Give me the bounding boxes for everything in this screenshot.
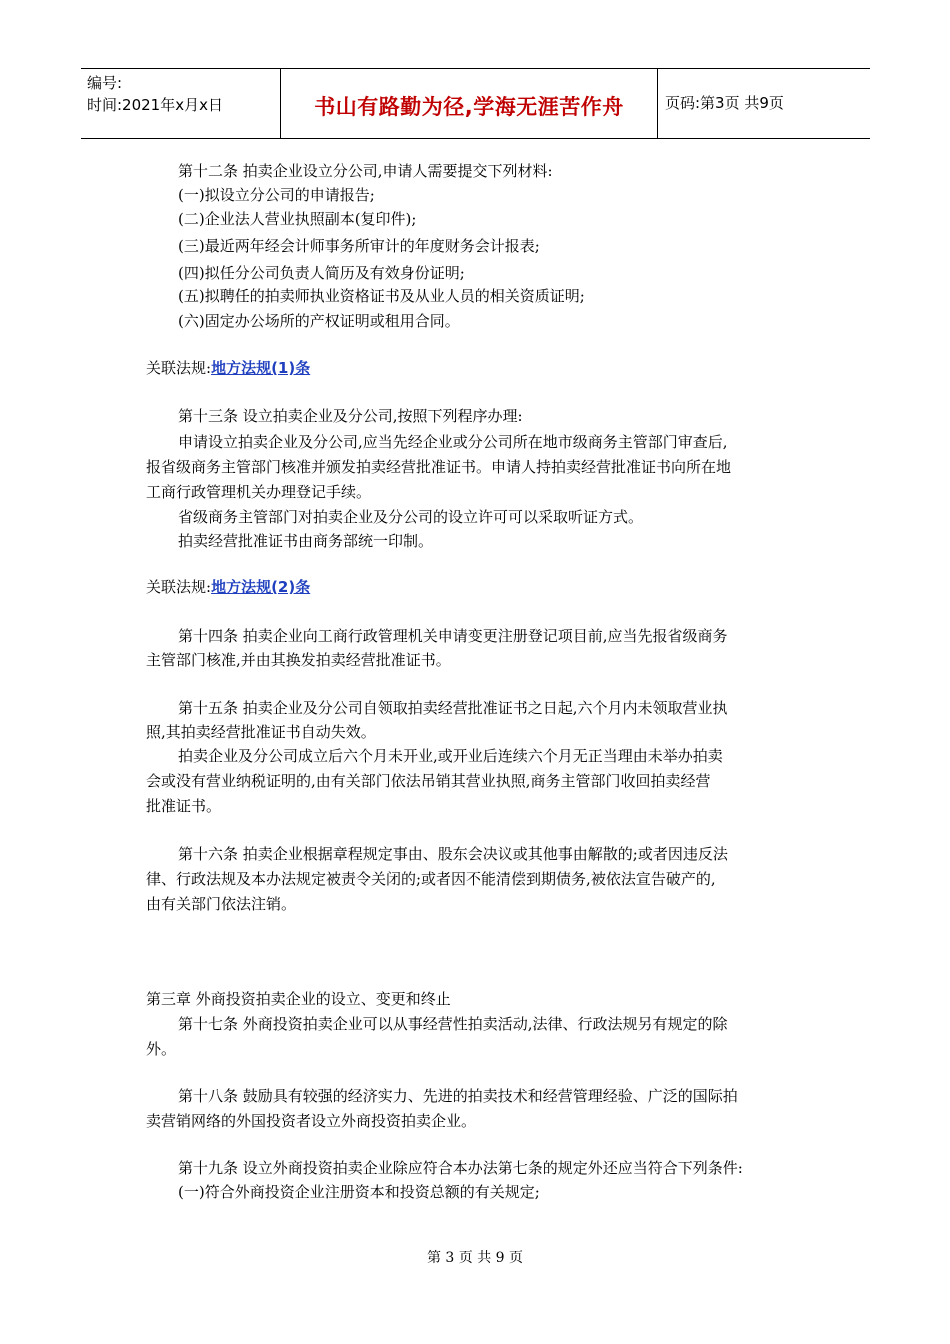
list-item: (五)拟聘任的拍卖师执业资格证书及从业人员的相关资质证明;: [178, 287, 585, 305]
article-12-title: 第十二条 拍卖企业设立分公司,申请人需要提交下列材料:: [178, 162, 553, 180]
header-page-number: 页码:第3页 共9页: [665, 94, 784, 112]
paragraph-line: 省级商务主管部门对拍卖企业及分公司的设立许可可以采取听证方式。: [178, 508, 644, 526]
list-item: (四)拟任分公司负责人简历及有效身份证明;: [178, 264, 465, 282]
list-item: (六)固定办公场所的产权证明或租用合同。: [178, 312, 460, 330]
paragraph-line: 卖营销网络的外国投资者设立外商投资拍卖企业。: [146, 1112, 477, 1130]
article-18: 第十八条 鼓励具有较强的经济实力、先进的拍卖技术和经营管理经验、广泛的国际拍: [178, 1087, 738, 1105]
paragraph-line: 律、行政法规及本办法规定被责令关闭的;或者因不能清偿到期债务,被依法宣告破产的,: [146, 870, 716, 888]
header-divider: [657, 69, 658, 138]
header-meta: [87, 72, 223, 116]
article-17: 第十七条 外商投资拍卖企业可以从事经营性拍卖活动,法律、行政法规另有规定的除: [178, 1015, 728, 1033]
paragraph-line: 申请设立拍卖企业及分公司,应当先经企业或分公司所在地市级商务主管部门审查后,: [178, 433, 728, 451]
article-16: 第十六条 拍卖企业根据章程规定事由、股东会决议或其他事由解散的;或者因违反法: [178, 845, 728, 863]
paragraph-line: 会或没有营业纳税证明的,由有关部门依法吊销其营业执照,商务主管部门收回拍卖经营: [146, 772, 711, 790]
related-laws-label: 关联法规:: [146, 359, 212, 377]
paragraph-line: 照,其拍卖经营批准证书自动失效。: [146, 723, 376, 741]
related-law-link-1[interactable]: 地方法规(1)条: [211, 359, 311, 377]
page-footer: 第 3 页 共 9 页: [426, 1250, 524, 1266]
related-laws-2: [146, 576, 310, 598]
paragraph-line: 工商行政管理机关办理登记手续。: [146, 483, 372, 501]
chapter-3-heading: 第三章 外商投资拍卖企业的设立、变更和终止: [146, 990, 451, 1008]
date-label: 时间:2021年x月x日: [87, 96, 223, 114]
related-law-link-2[interactable]: 地方法规(2)条: [211, 578, 311, 596]
related-laws-1: [146, 357, 310, 379]
list-item: (一)拟设立分公司的申请报告;: [178, 186, 375, 204]
paragraph-line: 批准证书。: [146, 797, 222, 815]
list-item: (一)符合外商投资企业注册资本和投资总额的有关规定;: [178, 1183, 540, 1201]
paragraph-line: 外。: [146, 1040, 177, 1058]
article-19: 第十九条 设立外商投资拍卖企业除应符合本办法第七条的规定外还应当符合下列条件:: [178, 1159, 743, 1177]
related-laws-label: 关联法规:: [146, 578, 212, 596]
list-item: (二)企业法人营业执照副本(复印件);: [178, 210, 417, 228]
paragraph-line: 报省级商务主管部门核准并颁发拍卖经营批准证书。申请人持拍卖经营批准证书向所在地: [146, 458, 732, 476]
article-15: 第十五条 拍卖企业及分公司自领取拍卖经营批准证书之日起,六个月内未领取营业执: [178, 699, 728, 717]
article-13-title: 第十三条 设立拍卖企业及分公司,按照下列程序办理:: [178, 407, 523, 425]
number-label: 编号:: [87, 74, 123, 92]
list-item: (三)最近两年经会计师事务所审计的年度财务会计报表;: [178, 237, 540, 255]
paragraph-line: 拍卖企业及分公司成立后六个月未开业,或开业后连续六个月无正当理由未举办拍卖: [178, 747, 723, 765]
paragraph-line: 由有关部门依法注销。: [146, 895, 297, 913]
article-14: 第十四条 拍卖企业向工商行政管理机关申请变更注册登记项目前,应当先报省级商务: [178, 627, 728, 645]
document-header: [81, 68, 870, 139]
paragraph-line: 拍卖经营批准证书由商务部统一印制。: [178, 532, 434, 550]
header-motto: 书山有路勤为径,学海无涯苦作舟: [314, 95, 624, 119]
paragraph-line: 主管部门核准,并由其换发拍卖经营批准证书。: [146, 651, 451, 669]
